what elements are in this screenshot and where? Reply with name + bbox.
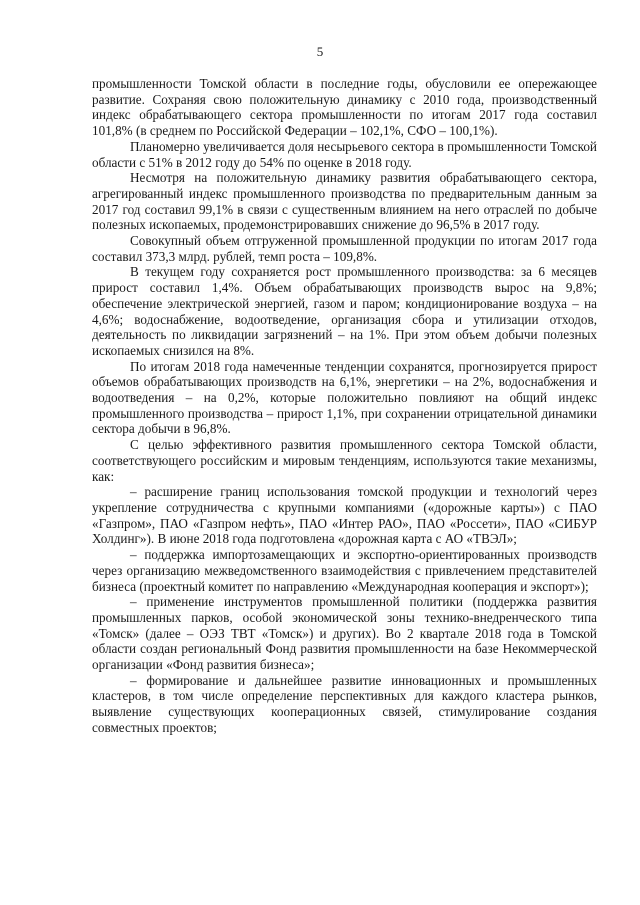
- list-item: – поддержка импортозамещающих и экспортно-ориентированных производств через организацию межведомственного взаимодействия с привлечением представителей бизнеса (проектный комитет по направлению «Международная кооперация и экспорт»);: [92, 547, 597, 594]
- body-text: [92, 76, 597, 736]
- list-item: – применение инструментов промышленной политики (поддержка развития промышленных парков, особой экономической зоны технико-внедренческого типа «Томск» (далее – ОЭЗ ТВТ «Томск») и других). Во 2 квартале 2018 года в Томской области создан региональный Фонд развития промышленности на базе Некоммерческой организации «Фонд развития бизнеса»;: [92, 594, 597, 673]
- paragraph: В текущем году сохраняется рост промышленного производства: за 6 месяцев прирост составил 1,4%. Объем обрабатывающих производств вырос на 9,8%; обеспечение электрической энергией, газом и паром; кондиционирование воздуха – на 4,6%; водоснабжение, водоотведение, организация сбора и утилизации отходов, деятельность по ликвидации загрязнений – на 1%. При этом объем добычи полезных ископаемых снизился на 8%.: [92, 264, 597, 358]
- paragraph: С целью эффективного развития промышленного сектора Томской области, соответствующего российским и мировым тенденциям, используются такие механизмы, как:: [92, 437, 597, 484]
- paragraph: Совокупный объем отгруженной промышленной продукции по итогам 2017 года составил 373,3 млрд. рублей, темп роста – 109,8%.: [92, 233, 597, 264]
- paragraph: Несмотря на положительную динамику развития обрабатывающего сектора, агрегированный индекс промышленного производства по предварительным данным за 2017 год составил 99,1% в связи с существенным влиянием на него отраслей по добыче полезных ископаемых, продемонстрировавших снижение до 96,5% в 2017 году.: [92, 170, 597, 233]
- paragraph: По итогам 2018 года намеченные тенденции сохранятся, прогнозируется прирост объемов обрабатывающих производств на 6,1%, энергетики – на 2%, водоснабжения и водоотведения – на 0,2%, которые положительно повлияют на общий индекс промышленного производства – прирост 1,1%, при сохранении отрицательной динамики сектора добычи в 96,8%.: [92, 358, 597, 437]
- paragraph: Планомерно увеличивается доля несырьевого сектора в промышленности Томской области с 51% в 2012 году до 54% по оценке в 2018 году.: [92, 138, 597, 170]
- paragraph: промышленности Томской области в последние годы, обусловили ее опережающее развитие. Сохраняя свою положительную динамику с 2010 года, производственный индекс обрабатывающего сектора промышленности по итогам 2017 года составил 101,8% (в среднем по Российской Федерации – 102,1%, СФО – 100,1%).: [92, 76, 597, 139]
- list-item: – расширение границ использования томской продукции и технологий через укрепление сотрудничества с крупными компаниями («дорожные карты») с ПАО «Газпром», ПАО «Газпром нефть», ПАО «Интер РАО», ПАО «Россети», ПАО «СИБУР Холдинг»). В июне 2018 года подготовлена «дорожная карта с АО «ТВЭЛ»;: [92, 484, 597, 547]
- list-item: – формирование и дальнейшее развитие инновационных и промышленных кластеров, в том числе определение перспективных для каждого кластера рынков, выявление существующих кооперационных связей, стимулирование создания совместных проектов;: [92, 672, 597, 735]
- page-number: 5: [316, 44, 324, 59]
